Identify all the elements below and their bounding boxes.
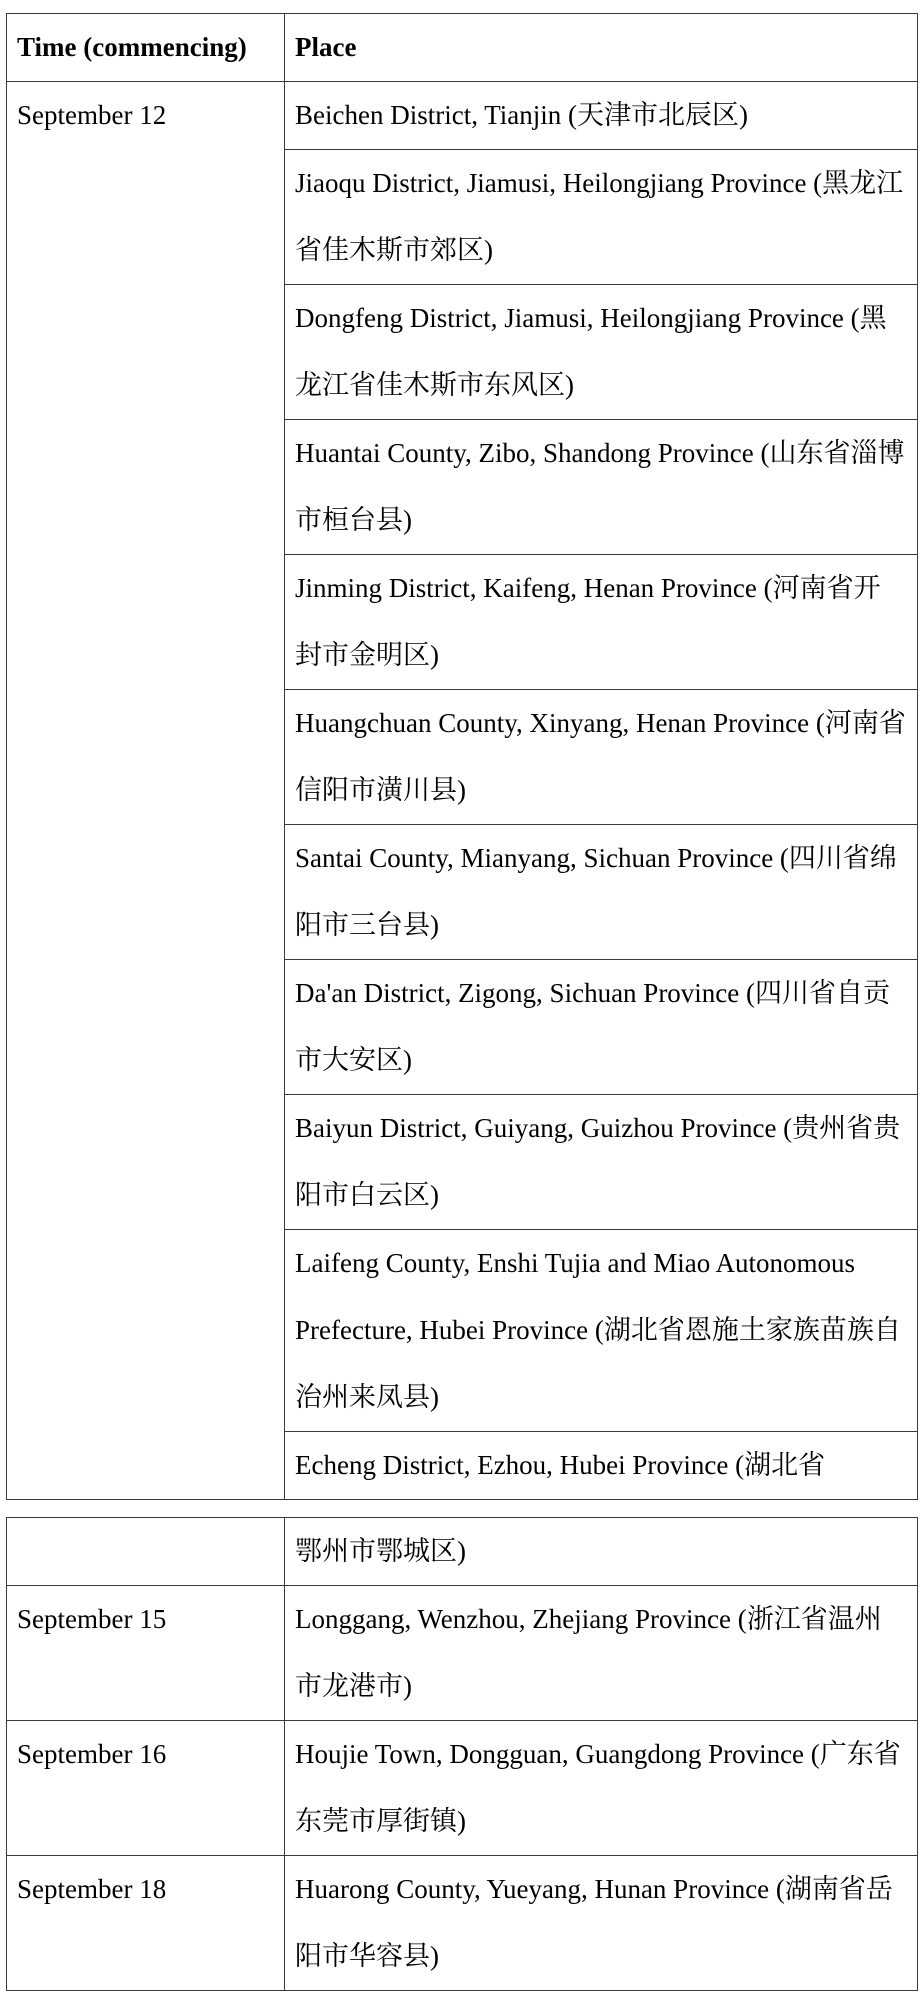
- table-row: [7, 1721, 918, 1856]
- place-cell: Baiyun District, Guiyang, Guizhou Province (贵州省贵阳市白云区): [285, 1095, 918, 1230]
- time-cell: September 16: [7, 1721, 285, 1856]
- place-cell: Jinming District, Kaifeng, Henan Province (河南省开封市金明区): [285, 555, 918, 690]
- table-row: [7, 82, 918, 150]
- time-cell: September 15: [7, 1586, 285, 1721]
- time-cell-empty: [7, 1518, 285, 1586]
- schedule-table-part-1: [6, 13, 918, 1500]
- table-row: [7, 1518, 918, 1586]
- place-cell: Longgang, Wenzhou, Zhejiang Province (浙江省温州市龙港市): [285, 1586, 918, 1721]
- place-cell: Dongfeng District, Jiamusi, Heilongjiang Province (黑龙江省佳木斯市东风区): [285, 285, 918, 420]
- place-cell: Huantai County, Zibo, Shandong Province (山东省淄博市桓台县): [285, 420, 918, 555]
- table-row: [7, 1586, 918, 1721]
- place-cell: Houjie Town, Dongguan, Guangdong Province (广东省东莞市厚街镇): [285, 1721, 918, 1856]
- header-place: Place: [285, 14, 918, 82]
- header-row: [7, 14, 918, 82]
- place-cell: Echeng District, Ezhou, Hubei Province (湖北省: [285, 1432, 918, 1500]
- place-cell: Santai County, Mianyang, Sichuan Province (四川省绵阳市三台县): [285, 825, 918, 960]
- place-cell: Huangchuan County, Xinyang, Henan Province (河南省信阳市潢川县): [285, 690, 918, 825]
- place-cell: Jiaoqu District, Jiamusi, Heilongjiang Province (黑龙江省佳木斯市郊区): [285, 150, 918, 285]
- time-cell: September 18: [7, 1856, 285, 1991]
- place-cell: Huarong County, Yueyang, Hunan Province (湖南省岳阳市华容县): [285, 1856, 918, 1991]
- time-cell: September 12: [7, 82, 285, 1500]
- place-cell-continuation: 鄂州市鄂城区): [285, 1518, 918, 1586]
- table-row: [7, 1856, 918, 1991]
- header-time: Time (commencing): [7, 14, 285, 82]
- place-cell: Beichen District, Tianjin (天津市北辰区): [285, 82, 918, 150]
- place-cell: Laifeng County, Enshi Tujia and Miao Autonomous Prefecture, Hubei Province (湖北省恩施土家族苗族自治州来凤县): [285, 1230, 918, 1432]
- schedule-table-part-2: [6, 1517, 918, 1991]
- place-cell: Da'an District, Zigong, Sichuan Province (四川省自贡市大安区): [285, 960, 918, 1095]
